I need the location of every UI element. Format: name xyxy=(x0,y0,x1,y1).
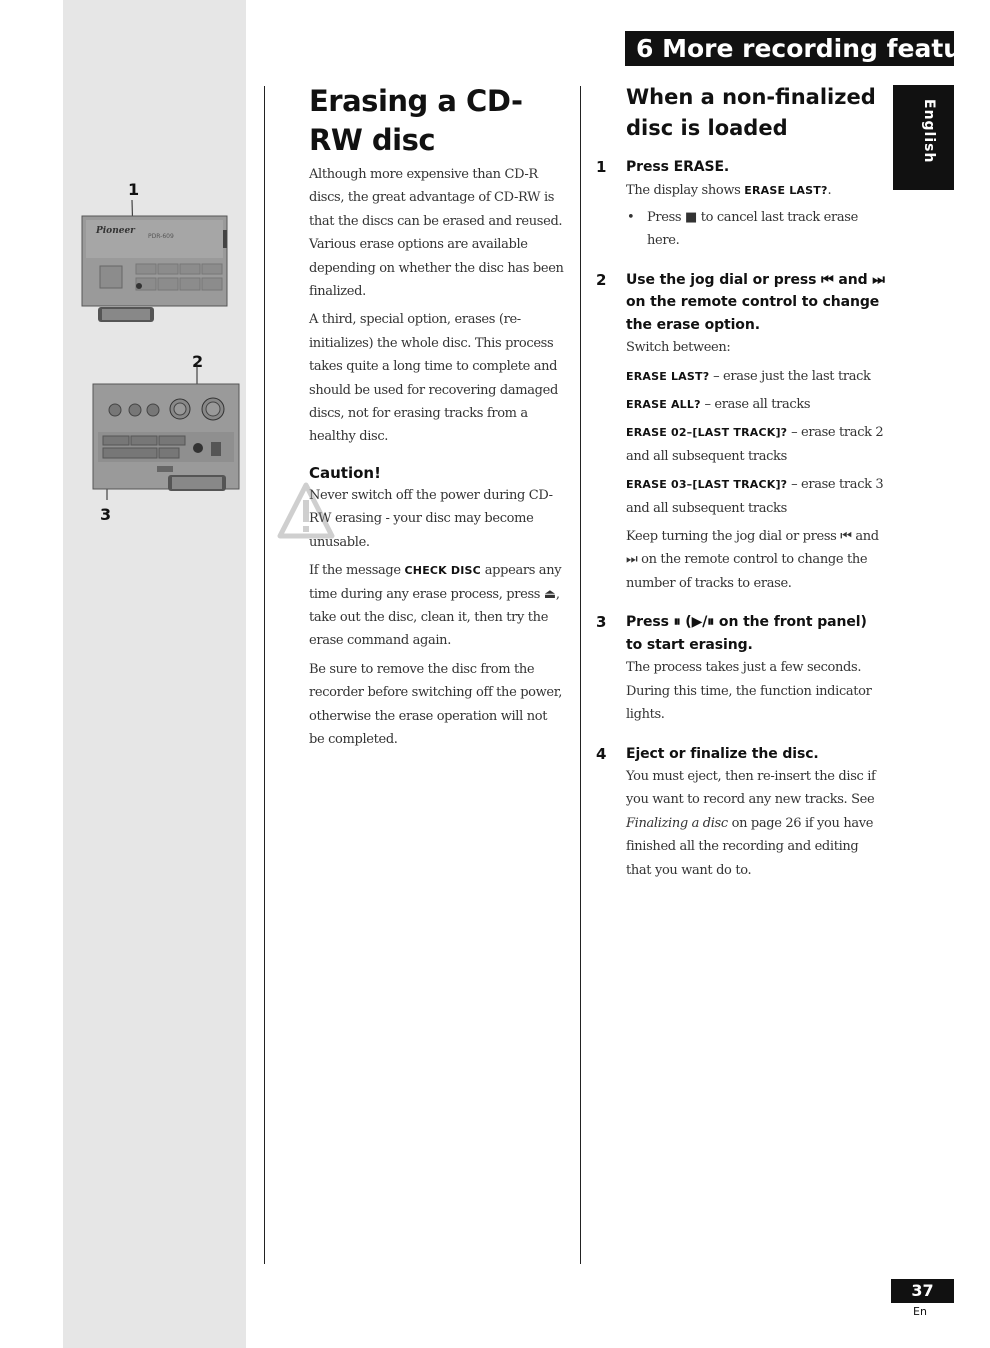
erase-option-desc: – erase track 2 and all subsequent tracks xyxy=(626,425,884,464)
step-1 xyxy=(596,156,886,253)
caution-text-check-disc-end: appears any time during any erase process, press ⏏, take out the disc, clean it, then try the erase command again. xyxy=(309,563,562,649)
display-message: ERASE LAST? xyxy=(626,369,710,383)
svg-text:PDR-609: PDR-609 xyxy=(148,233,174,240)
column-rule-left xyxy=(264,86,265,1264)
callout-3: 3 xyxy=(100,505,112,524)
special-option-paragraph: A third, special option, erases (re-initializes) the whole disc. This process takes quite a long time to complete and should be used for recovering damaged discs, not for erasing tracks from a healthy disc. xyxy=(309,312,558,445)
callout-2: 2 xyxy=(192,352,204,371)
step-body-start: The display shows xyxy=(626,182,745,198)
step-body-end: on page 26 if you have finished all the recording and editing that you want do to. xyxy=(626,815,874,878)
steps-column xyxy=(596,82,886,882)
step-number: 4 xyxy=(596,744,607,763)
main-column xyxy=(309,82,564,751)
warning-triangle-icon xyxy=(277,482,335,540)
erase-option xyxy=(626,421,886,468)
caution-text-remove-disc: Be sure to remove the disc from the recorder before switching off the power, otherwise the erase operation will not be completed. xyxy=(309,661,562,747)
subsection-title: When a non-finalized disc is loaded xyxy=(626,85,876,140)
step-4 xyxy=(596,743,886,883)
erase-option xyxy=(626,393,886,416)
erase-option-desc: – erase track 3 and all subsequent tracks xyxy=(626,477,884,516)
chapter-title: 6 More recording feature xyxy=(636,34,990,63)
recorder-jog-dial-illustration xyxy=(93,362,241,502)
caution-text-check-disc xyxy=(309,559,564,653)
step-body-end: . xyxy=(827,182,832,198)
language-tab xyxy=(893,85,954,190)
display-message: ERASE ALL? xyxy=(626,398,701,412)
section-title: Erasing a CD-RW disc xyxy=(309,84,523,157)
step-note: Keep turning the jog dial or press ⏮ and ⏭ on the remote control to change the number of tracks to erase. xyxy=(626,529,879,591)
language-tab-label: English xyxy=(921,99,937,164)
caution-block xyxy=(309,484,564,751)
display-message-check-disc: CHECK DISC xyxy=(404,564,481,578)
erase-option xyxy=(626,365,886,388)
erase-option-desc: – erase all tracks xyxy=(700,397,811,413)
step-heading: Press ⏸ (▶/⏸ on the front panel) to start erasing. xyxy=(626,614,867,653)
step-heading: Eject or finalize the disc. xyxy=(626,745,819,762)
step-heading: Use the jog dial or press ⏮ and ⏭ on the remote control to change the erase option. xyxy=(626,271,885,333)
caution-heading: Caution! xyxy=(309,463,381,482)
recorder-front-panel-illustration xyxy=(82,200,232,325)
callout-1: 1 xyxy=(128,180,140,199)
display-message: ERASE 03–[LAST TRACK]? xyxy=(626,478,788,492)
step-body xyxy=(626,765,886,882)
caution-text-check-disc-start: If the message xyxy=(309,563,405,579)
step-bullet: • Press ■ to cancel last track erase here. xyxy=(626,206,886,253)
step-body xyxy=(626,179,886,202)
erase-option-desc: – erase just the last track xyxy=(709,368,871,384)
step-number: 2 xyxy=(596,270,607,289)
step-number: 1 xyxy=(596,158,607,176)
page-reference: Finalizing a disc xyxy=(626,815,728,831)
step-2 xyxy=(596,269,886,596)
chapter-header xyxy=(625,31,990,66)
page-number: 37 xyxy=(891,1279,954,1303)
step-body: The process takes just a few seconds. During this time, the function indicator lights. xyxy=(626,660,872,723)
step-3 xyxy=(596,611,886,726)
caution-text-power: Never switch off the power during CD-RW erasing - your disc may become unusable. xyxy=(309,487,553,550)
svg-text:Pioneer: Pioneer xyxy=(96,226,135,236)
display-message: ERASE LAST? xyxy=(744,183,828,197)
display-message: ERASE 02–[LAST TRACK]? xyxy=(626,426,788,440)
step-heading: Press ERASE. xyxy=(626,159,730,175)
step-body: Switch between: xyxy=(626,340,731,356)
column-rule-right xyxy=(580,86,581,1264)
erase-option xyxy=(626,473,886,520)
step-body-start: You must eject, then re-insert the disc if you want to record any new tracks. See xyxy=(626,769,876,808)
intro-paragraph: Although more expensive than CD-R discs, the great advantage of CD-RW is that the discs can be erased and reused. Various erase options are available depending on whether the disc has been finalized. xyxy=(309,167,564,300)
step-number: 3 xyxy=(596,613,607,632)
page-language-code: En xyxy=(913,1305,927,1318)
